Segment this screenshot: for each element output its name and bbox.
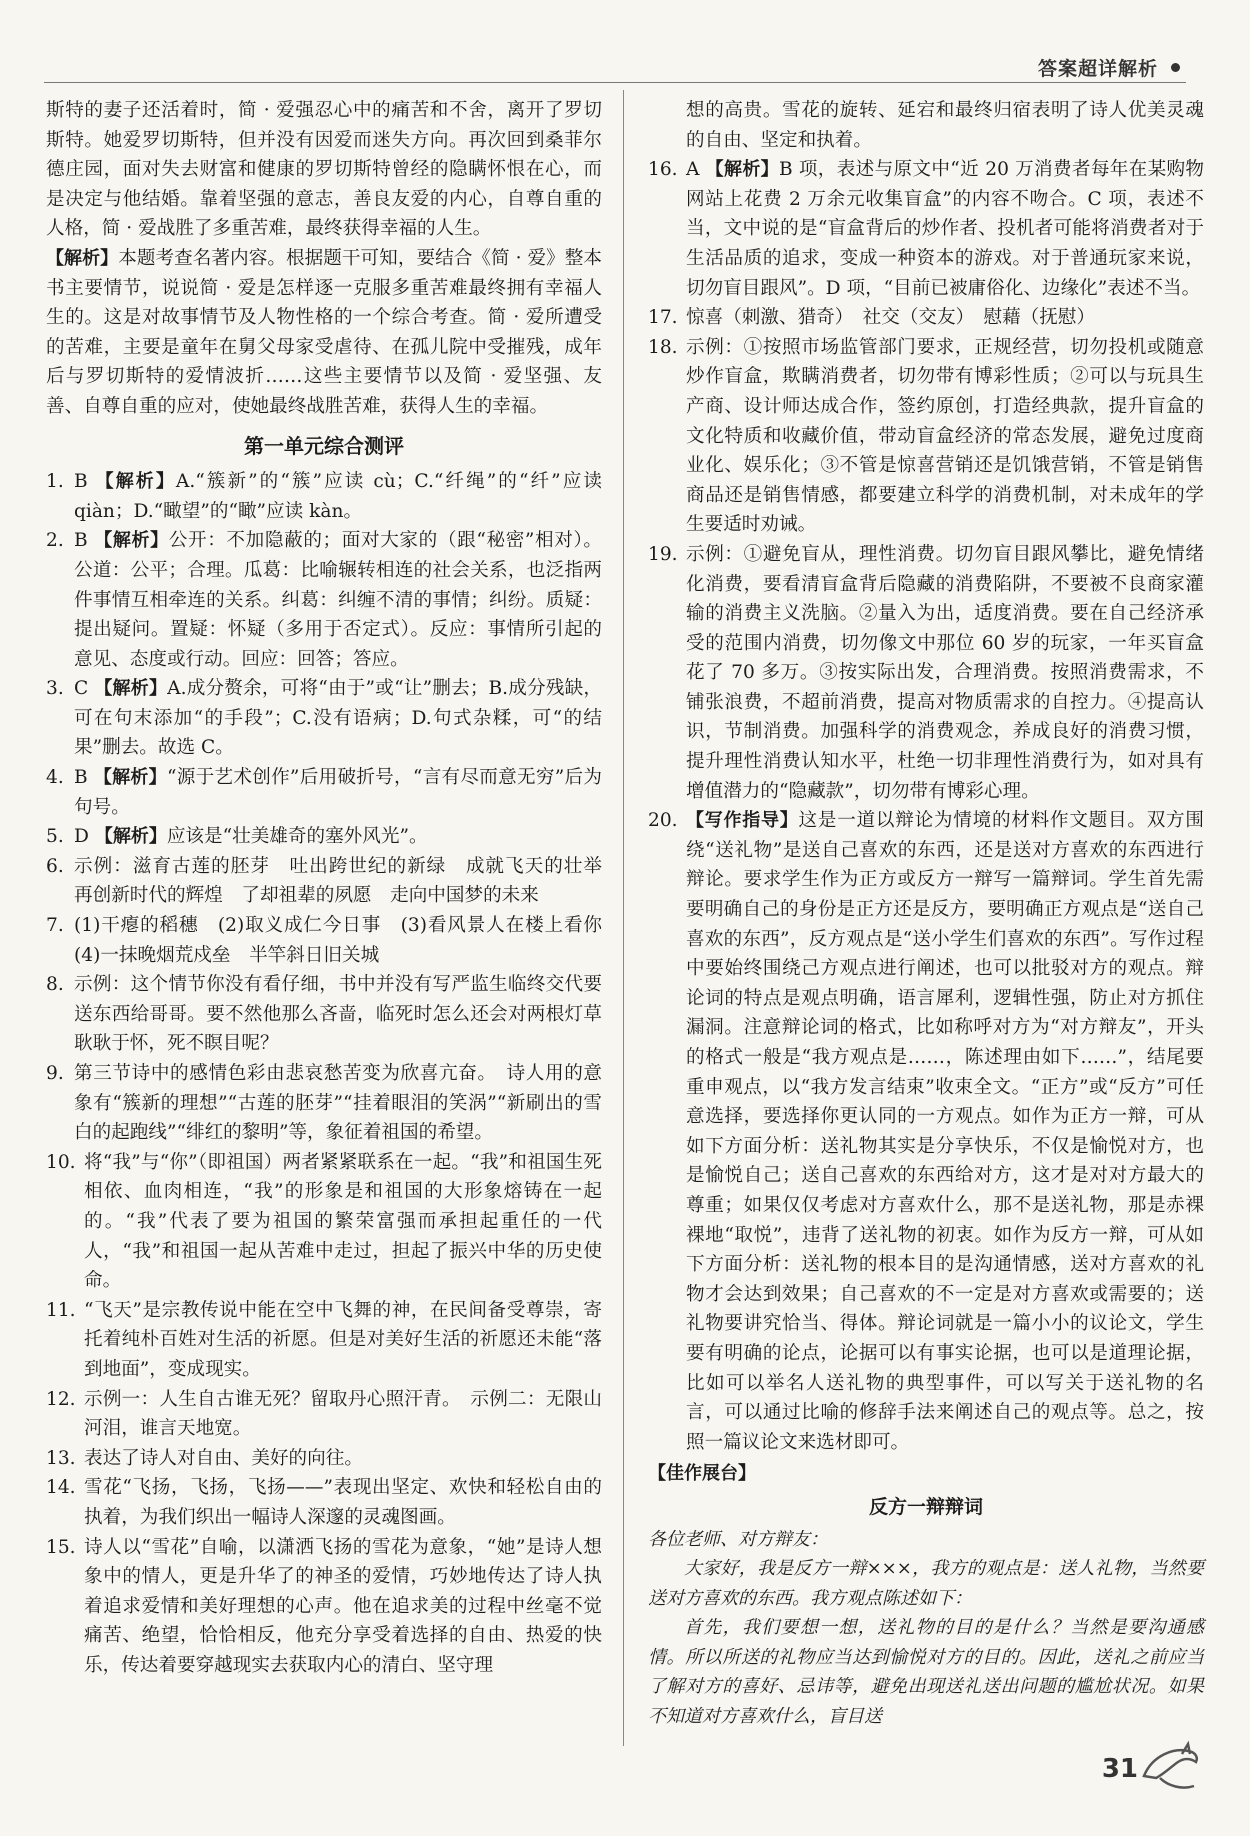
essay-salutation: 各位老师、对方辩友： xyxy=(648,1528,828,1550)
item-lead: B xyxy=(74,767,94,789)
item-number: 16. xyxy=(648,159,678,181)
column-divider xyxy=(623,90,624,1746)
item-number: 15. xyxy=(46,1536,76,1558)
essay-paragraph-2: 首先，我们要想一想，送礼物的目的是什么？当然是要沟通感情。所以所送的礼物应当达到愉悦对方的目的。因此，送礼之前应当了解对方的喜好、忌讳等，避免出现送礼送出问题的尴尬状况。如果不知道对方喜欢什么，盲目送 xyxy=(648,1617,1204,1728)
analysis-text: 本题考查名著内容。根据题干可知，要结合《简 · 爱》整本书主要情节，说说简 · 爱是怎样逐一克服多重苦难最终拥有幸福人生的。这是对故事情节及人物性格的一个综合考查。简 · 爱所遭受的苦难，主要是童年在舅父母家受虐待、在孤儿院中受摧残，成年后与罗切斯特的爱情波折……这些主要情节以及简 · 爱坚强、友善、自尊自重的应对，使她最终战胜苦难，获得人生的幸福。 xyxy=(46,247,603,417)
answer-item-15 xyxy=(46,1533,602,1681)
item-lead: B xyxy=(74,530,95,552)
item-text: 雪花“飞扬，飞扬，飞扬——”表现出坚定、欢快和轻松自由的执着，为我们织出一幅诗人深邃的灵魂图画。 xyxy=(84,1477,602,1528)
analysis-tag: 【解析】 xyxy=(46,247,119,269)
item-tag: 【解析】 xyxy=(705,159,779,181)
item-lead: C xyxy=(74,678,95,700)
item-text: 应该是“壮美雄奇的塞外风光”。 xyxy=(166,826,428,848)
answer-item-19 xyxy=(648,540,1204,806)
item-text: 示例一：人生自古谁无死？留取丹心照汗青。 示例二：无限山河泪，谁言天地宽。 xyxy=(84,1388,602,1440)
item-lead: D xyxy=(74,826,95,848)
item-number: 11. xyxy=(46,1299,76,1321)
item-tag: 【解析】 xyxy=(94,678,168,700)
item-text: 这是一道以辩论为情境的材料作文题目。双方围绕“送礼物”是送自己喜欢的东西，还是送对方喜欢的东西进行辩论。要求学生作为正方或反方一辩写一篇辩词。学生首先需要明确自己的身份是正方还是反方，要明确正方观点是“送自己喜欢的东西”，反方观点是“送小学生们喜欢的东西”。写作过程中要始终围绕己方观点进行阐述，也可以批驳对方的观点。辩论词的特点是观点明确，语言犀利，逻辑性强，防止对方抓住漏洞。注意辩论词的格式，比如称呼对方为“对方辩友”，开头的格式一般是“我方观点是……，陈述理由如下……”，结尾要重申观点，以“我方发言结束”收束全文。“正方”或“反方”可任意选择，要选择你更认同的一方观点。如作为正方一辩，可从如下方面分析：送礼物其实是分享快乐，不仅是愉悦对方，也是愉悦自己；送自己喜欢的东西给对方，这才是对对方最大的尊重；如果仅仅考虑对方喜欢什么，那不是送礼物，那是赤裸裸地“取悦”，违背了送礼物的初衷。如作为反方一辩，可从如下方面分析：送礼物的根本目的是沟通情感，送对方喜欢的礼物才会达到效果；自己喜欢的不一定是对方喜欢或需要的；送礼物要讲究恰当、得体。辩论词就是一篇小小的议论文，学生要有明确的论点，论据可以有事实论据，也可以是道理论据，比如可以举名人送礼物的典型事件，可以写关于送礼物的名言，可以通过比喻的修辞手法来阐述自己的观点等。总之，按照一篇议论文来选材即可。 xyxy=(686,810,1204,1453)
answer-item-1 xyxy=(46,467,602,526)
answer-item-14 xyxy=(46,1473,602,1532)
item-number: 4. xyxy=(46,767,64,789)
header-bullet xyxy=(1171,63,1180,72)
item-text: 示例：这个情节你没有看仔细，书中并没有写严监生临终交代要送东西给哥哥。要不然他那么吝啬，临死时怎么还会对两根灯草耿耿于怀，死不瞑目呢？ xyxy=(74,974,602,1055)
left-column xyxy=(46,96,621,1680)
answer-item-18 xyxy=(648,333,1204,540)
item-tag: 【解析】 xyxy=(94,826,167,848)
item-number: 14. xyxy=(46,1477,76,1499)
essay-title: 反方一辩辩词 xyxy=(868,1495,983,1518)
item-number: 2. xyxy=(46,530,64,552)
item-number: 19. xyxy=(648,543,678,565)
item-text: 示例：①按照市场监管部门要求，正规经营，切勿投机或随意炒作盲盒，欺瞒消费者，切勿带有博彩性质；②可以与玩具生产商、设计师达成合作，签约原创，打造经典款，提升盲盒的文化特质和收藏价值，带动盲盒经济的常态发展，避免过度商业化、娱乐化；③不管是惊喜营销还是饥饿营销，不管是销售商品还是销售情感，都要建立科学的消费机制，对未成年的学生要适时劝诫。 xyxy=(686,336,1204,536)
item-text: B 项，表述与原文中“近 20 万消费者每年在某购物网站上花费 2 万余元收集盲盒”的内容不吻合。C 项，表述不当，文中说的是“盲盒背后的炒作者、投机者可能将消费者对于生活品质的追求，变成一种资本的游戏。对于普通玩家来说，切勿盲目跟风”。D 项，“目前已被庸俗化、边缘化”表述不当。 xyxy=(686,159,1205,299)
item-number: 1. xyxy=(46,471,64,493)
item-number: 18. xyxy=(648,336,678,358)
item-text: “源于艺术创作”后用破折号，“言有尽而意无穷”后为句号。 xyxy=(74,767,603,818)
item-tag: 【解析】 xyxy=(94,530,169,552)
item-tag: 【解析】 xyxy=(95,471,176,493)
item-lead: A xyxy=(686,159,706,181)
item-text: A.成分赘余，可将“由于”或“让”删去；B.成分残缺，可在句末添加“的手段”；C.没有语病；D.句式杂糅，可“的结果”删去。故选 C。 xyxy=(74,678,603,759)
item-text: 示例：①避免盲从，理性消费。切勿盲目跟风攀比，避免情绪化消费，要看清盲盒背后隐藏的消费陷阱，不要被不良商家灌输的消费主义洗脑。②量入为出，适度消费。要在自己经济承受的范围内消费，切勿像文中那位 60 岁的玩家，一年买盲盒花了 70 多万。③按实际出发，合理消费。按照消费需求，不铺张浪费，不超前消费，提高对物质需求的自控力。④提高认识，节制消费。加强科学的消费观念，养成良好的消费习惯，提升理性消费认知水平，杜绝一切非理性消费行为，如对具有增值潜力的“隐藏款”，切勿带有博彩心理。 xyxy=(686,543,1204,802)
answer-item-10 xyxy=(46,1148,602,1296)
item-number: 3. xyxy=(46,678,64,700)
answer-item-13 xyxy=(46,1444,602,1474)
item-number: 12. xyxy=(46,1388,76,1410)
item-lead: B xyxy=(74,471,96,493)
item-text: 表达了诗人对自由、美好的向往。 xyxy=(84,1447,363,1469)
item-text: (1)干瘪的稻穗 (2)取义成仁今日事 (3)看风景人在楼上看你 (4)一抹晚烟荒戍垒 半竿斜日旧关城 xyxy=(74,915,621,966)
item-number: 17. xyxy=(648,307,678,329)
item-tag: 【写作指导】 xyxy=(686,810,799,832)
item-number: 13. xyxy=(46,1447,76,1469)
item-number: 6. xyxy=(46,855,64,877)
answer-item-17 xyxy=(648,303,1204,333)
answer-item-8 xyxy=(46,970,602,1059)
item-number: 20. xyxy=(648,810,678,832)
answer-item-11 xyxy=(46,1296,602,1385)
item-text: 将“我”与“你”（即祖国）两者紧紧联系在一起。“我”和祖国生死相依、血肉相连，“我”的形象是和祖国的大形象熔铸在一起的。“我”代表了要为祖国的繁荣富强而承担起重任的一代人，“我”和祖国一起从苦难中走过，担起了振兴中华的历史使命。 xyxy=(84,1151,602,1292)
answer-item-16 xyxy=(648,155,1204,303)
item-text: 示例：滋育古莲的胚芽 吐出跨世纪的新绿 成就飞天的壮举 再创新时代的辉煌 了却祖辈的夙愿 走向中国梦的未来 xyxy=(74,855,621,907)
essay-paragraph-1: 大家好，我是反方一辩×××，我方的观点是：送人礼物，当然要送对方喜欢的东西。我方观点陈述如下： xyxy=(648,1558,1204,1609)
header-rule xyxy=(44,82,1186,83)
page-number: 31 xyxy=(1101,1754,1138,1784)
item-text: 第三节诗中的感情色彩由悲哀愁苦变为欣喜亢奋。 诗人用的意象有“簇新的理想”“古莲的胚芽”“挂着眼泪的笑涡”“新刷出的雪白的起跑线”“绯红的黎明”等，象征着祖国的希望。 xyxy=(74,1063,602,1144)
answer-item-4 xyxy=(46,763,602,822)
item-number: 8. xyxy=(46,974,64,996)
answer-item-5 xyxy=(46,822,602,852)
continued-paragraph: 想的高贵。雪花的旋转、延宕和最终归宿表明了诗人优美灵魂的自由、坚定和执着。 xyxy=(686,100,1204,151)
item-number: 9. xyxy=(46,1063,64,1084)
answer-item-2 xyxy=(46,526,602,674)
answer-item-7 xyxy=(46,911,621,970)
item-number: 7. xyxy=(46,915,64,937)
answer-item-12 xyxy=(46,1385,602,1444)
section-title: 第一单元综合测评 xyxy=(244,433,404,458)
header-title: 答案超详解析 xyxy=(1037,58,1158,80)
answer-item-20 xyxy=(648,806,1204,1457)
left-answer-list xyxy=(46,467,621,1680)
answer-item-9 xyxy=(46,1059,602,1148)
answer-item-3 xyxy=(46,674,602,763)
item-text: “飞天”是宗教传说中能在空中飞舞的神，在民间备受尊崇，寄托着纯朴百姓对生活的祈愿。但是对美好生活的祈愿还未能“落到地面”，变成现实。 xyxy=(84,1299,602,1380)
dolphin-icon xyxy=(1138,1736,1204,1796)
right-column xyxy=(648,96,1204,1732)
item-number: 10. xyxy=(46,1151,76,1173)
item-text: 公开：不加隐蔽的；面对大家的（跟“秘密”相对）。公道：公平；合理。瓜葛：比喻辗转相连的社会关系，也泛指两件事情互相牵连的关系。纠葛：纠缠不清的事情；纠纷。质疑：提出疑问。置疑：怀疑（多用于否定式）。反应：事情所引起的意见、态度或行动。回应：回答；答应。 xyxy=(74,530,603,670)
item-text: 惊喜（刺激、猎奇） 社交（交友） 慰藉（抚慰） xyxy=(686,307,1096,329)
item-text: 诗人以“雪花”自喻，以潇洒飞扬的雪花为意象，“她”是诗人想象中的情人，更是升华了的神圣的爱情，巧妙地传达了诗人执着追求爱情和美好理想的心声。他在追求美的过程中丝毫不觉痛苦、绝望，恰恰相反，他充分享受着选择的自由、热爱的快乐，传达着要穿越现实去获取内心的清白、坚守理 xyxy=(84,1536,602,1676)
intro-analysis xyxy=(46,244,602,422)
answer-item-6 xyxy=(46,852,621,911)
item-tag: 【解析】 xyxy=(93,767,167,789)
intro-paragraph: 斯特的妻子还活着时，简 · 爱强忍心中的痛苦和不舍，离开了罗切斯特。她爱罗切斯特，但并没有因爱而迷失方向。再次回到桑菲尔德庄园，面对失去财富和健康的罗切斯特曾经的隐瞒怀恨在心，而是决定与他结婚。靠着坚强的意志，善良友爱的内心，自尊自重的人格，简 · 爱战胜了多重苦难，最终获得幸福的人生。 xyxy=(46,100,602,240)
item-text: A.“簇新”的“簇”应读 cù；C.“纤绳”的“纤”应读 qiàn；D.“瞰望”的“瞰”应读 kàn。 xyxy=(74,471,602,522)
item-number: 5. xyxy=(46,826,64,848)
showcase-tag: 【佳作展台】 xyxy=(648,1463,756,1485)
